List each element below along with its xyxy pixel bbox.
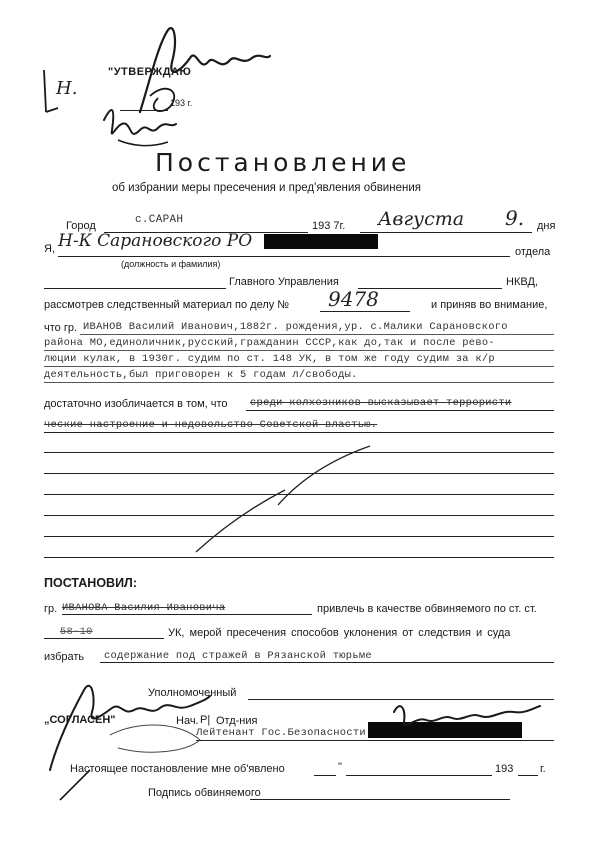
resolution-person-value: ИВАНОВА Василия Ивановича [62, 602, 226, 614]
z-strike [278, 446, 370, 505]
approval-prefix: " [108, 66, 114, 78]
approval-label-text: УТВЕРЖДАЮ [113, 66, 192, 78]
approval-initials-signature [104, 110, 176, 134]
announced-year-line [518, 775, 538, 776]
case-line-1-rule [80, 334, 554, 335]
officer-line [248, 699, 554, 700]
day-value: 9. [505, 206, 525, 230]
measure-value: содержание под стражей в Рязанской тюрьме [104, 650, 372, 662]
measure-rule [100, 662, 554, 663]
approval-initials: Н. [56, 78, 78, 99]
year-label: 193 7г. [312, 220, 346, 232]
case-number: 9478 [328, 287, 379, 311]
case-line-4-rule [44, 382, 554, 383]
nkvd-label: НКВД, [506, 276, 538, 288]
accused-signature-label: Подпись обвиняемого [148, 787, 261, 799]
resolution-person-prefix: гр. [44, 603, 58, 615]
page-subtitle: об избрании меры пресечения и пред'явления обвинения [112, 182, 421, 194]
agreed-label: „СОГЛАСЕН" [44, 714, 116, 726]
page-title: Постановление [155, 148, 411, 177]
accepted-label: и приняв во внимание, [431, 299, 548, 311]
that-label: что гр. [44, 322, 78, 334]
city-label: Город [66, 220, 96, 232]
case-line-1: ИВАНОВ Василий Иванович,1882г. рождения,ур. с.Малики Сарановского [83, 321, 508, 333]
directorate-label: Главного Управления [229, 276, 339, 288]
person-caption: (должность и фамилия) [121, 259, 221, 269]
signature-redaction [368, 722, 522, 738]
blank-line [44, 452, 554, 453]
rank-value: Лейтенант Гос.Безопасности [196, 727, 366, 739]
dept-label: отдела [515, 246, 551, 258]
approval-label [108, 66, 191, 78]
day-label: дня [537, 220, 556, 232]
announced-quote: " [338, 761, 342, 773]
case-number-line [320, 311, 410, 312]
accused-line-2-rule [44, 432, 554, 433]
directorate-line-left [44, 288, 226, 289]
person-value: Н-К Сарановского РО [58, 231, 253, 251]
case-line-3: люции кулак, в 1930г. судим по ст. 148 УК, в том же году судим за к/р [44, 353, 495, 365]
case-line-2-rule [44, 350, 554, 351]
blank-line [44, 494, 554, 495]
announced-label: Настоящее постановление мне об'явлено [70, 763, 285, 775]
reviewed-label: рассмотрев следственный материал по делу № [44, 299, 290, 311]
article-rule [44, 638, 164, 639]
case-line-4: деятельность,был приговорен к 5 годам л/свободы. [44, 369, 358, 381]
case-line-3-rule [44, 366, 554, 367]
resolution-heading: ПОСТАНОВИЛ: [44, 576, 137, 590]
blank-line [44, 536, 554, 537]
city-value: с.САРАН [135, 214, 184, 226]
name-redaction [264, 234, 378, 249]
chief-label: Нач. [176, 715, 199, 727]
rank-line [196, 740, 554, 741]
dept-unit-label: Отд-ния [216, 715, 258, 727]
person-line [58, 256, 510, 257]
accused-signature-line [250, 799, 510, 800]
month-value: Августа [378, 208, 465, 230]
article-value: 58-10 [60, 626, 93, 638]
seal-stroke [110, 725, 200, 752]
resolution-person-rule [62, 614, 312, 615]
accused-label: достаточно изобличается в том, что [44, 398, 228, 410]
approval-line [120, 110, 168, 111]
choose-label: избрать [44, 651, 85, 663]
charged-label: привлечь в качестве обвиняемого по ст. ст. [317, 603, 537, 615]
announced-year: 193 [495, 763, 514, 775]
person-prefix: Я, [44, 243, 55, 255]
measure-label: УК, мерой пресечения способов уклонения от следствия и суда [168, 627, 511, 639]
date-line [360, 232, 532, 233]
blank-line [44, 515, 554, 516]
blank-line [44, 473, 554, 474]
announced-month-line [346, 775, 492, 776]
dept-value: Р| [200, 714, 211, 726]
approval-initials-underline [118, 140, 168, 146]
officer-label: Уполномоченный [148, 687, 237, 699]
accused-line-1-rule [246, 410, 554, 411]
accused-line-2: ческие настроение и недовольство Советской властью. [44, 419, 378, 431]
accused-line-1: среди колхозников высказывает террористи [250, 397, 512, 409]
approval-year: 193 г. [170, 98, 193, 108]
case-line-2: района МО,единоличник,русский,гражданин СССР,как до,так и после рево- [44, 337, 495, 349]
blank-line [44, 557, 554, 558]
announced-year-suffix: г. [540, 763, 546, 775]
directorate-line-right [358, 288, 502, 289]
z-strike [196, 490, 285, 552]
announced-day-line [314, 775, 336, 776]
